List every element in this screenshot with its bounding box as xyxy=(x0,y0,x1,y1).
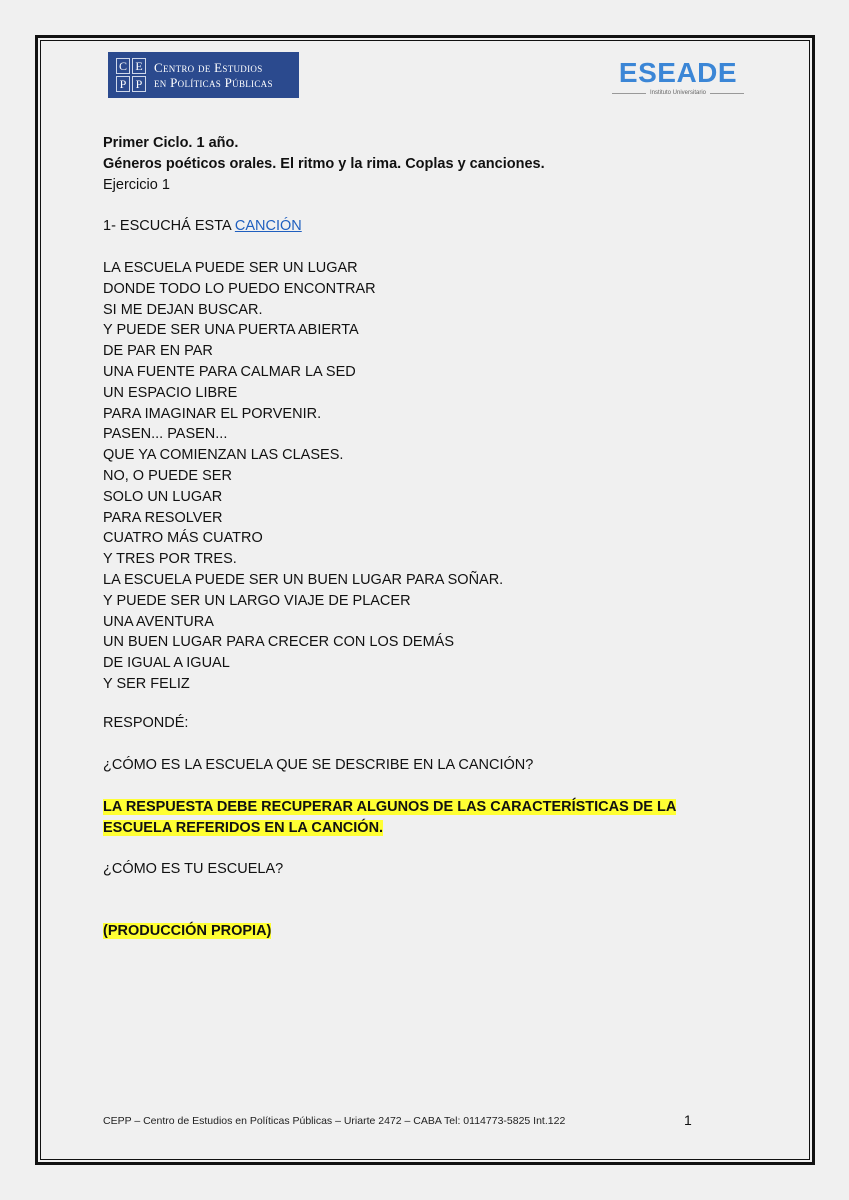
answer-1-highlight: LA RESPUESTA DEBE RECUPERAR ALGUNOS DE LAS CARACTERÍSTICAS DE LA xyxy=(103,799,677,815)
answer-1-line-1 xyxy=(103,797,676,818)
lyric-line: PARA IMAGINAR EL PORVENIR. xyxy=(103,405,322,422)
instruction xyxy=(103,216,302,237)
song-lyrics xyxy=(103,258,503,695)
intro-line-2: Géneros poéticos orales. El ritmo y la rima. Coplas y canciones. xyxy=(103,156,545,172)
cepp-monogram xyxy=(116,58,146,92)
lyric-line: DE PAR EN PAR xyxy=(103,343,213,360)
lyric-line: NO, O PUEDE SER xyxy=(103,467,232,484)
lyric-line: LA ESCUELA PUEDE SER UN LUGAR xyxy=(103,260,358,276)
lyric-line: Y PUEDE SER UN LARGO VIAJE DE PLACER xyxy=(103,592,411,609)
lyric-line: Y TRES POR TRES. xyxy=(103,551,237,568)
esade-subtitle-text: Instituto Universitario xyxy=(649,90,707,96)
cepp-name-line2: en Políticas Públicas xyxy=(154,75,273,90)
instruction-prefix: 1- ESCUCHÁ ESTA xyxy=(103,218,235,234)
cepp-letter: P xyxy=(116,76,130,92)
question-1: ¿CÓMO ES LA ESCUELA QUE SE DESCRIBE EN LA CANCIÓN? xyxy=(103,757,534,773)
lyric-line: UNA AVENTURA xyxy=(103,613,214,630)
answer-1-highlight: ESCUELA REFERIDOS EN LA CANCIÓN. xyxy=(103,820,384,836)
page-footer: CEPP – Centro de Estudios en Políticas Públicas – Uriarte 2472 – CABA Tel: 0114773-5825 Int.122 xyxy=(103,1115,566,1127)
lyric-line: DONDE TODO LO PUEDO ENCONTRAR xyxy=(103,280,376,297)
esade-subtitle xyxy=(612,90,744,96)
divider xyxy=(612,93,646,94)
lyric-line: DE IGUAL A IGUAL xyxy=(103,655,230,672)
lyric-line: SI ME DEJAN BUSCAR. xyxy=(103,301,263,318)
lyric-line: SOLO UN LUGAR xyxy=(103,488,223,505)
page-number: 1 xyxy=(684,1112,692,1128)
answer-2 xyxy=(103,921,271,942)
cepp-letter: P xyxy=(132,76,146,92)
intro-line-1: Primer Ciclo. 1 año. xyxy=(103,135,239,151)
lyric-line: QUE YA COMIENZAN LAS CLASES. xyxy=(103,447,344,464)
divider xyxy=(710,93,744,94)
lyric-line: CUATRO MÁS CUATRO xyxy=(103,530,263,547)
intro-line-3: Ejercicio 1 xyxy=(103,177,170,193)
lyric-line: Y PUEDE SER UNA PUERTA ABIERTA xyxy=(103,322,359,339)
lyric-line: PASEN... PASEN... xyxy=(103,426,228,443)
answer-2-highlight: (PRODUCCIÓN PROPIA) xyxy=(103,923,272,939)
lyric-line: UNA FUENTE PARA CALMAR LA SED xyxy=(103,363,356,380)
cepp-letter: E xyxy=(132,58,146,74)
esade-wordmark: ESEADE xyxy=(618,57,738,88)
cepp-letter: C xyxy=(116,58,130,74)
cepp-name-line1: Centro de Estudios xyxy=(154,60,263,75)
cepp-logo xyxy=(108,52,299,98)
lyric-line: UN BUEN LUGAR PARA CRECER CON LOS DEMÁS xyxy=(103,634,455,651)
lyric-line: Y SER FELIZ xyxy=(103,675,190,692)
lyric-line: UN ESPACIO LIBRE xyxy=(103,384,238,401)
answer-1-line-2 xyxy=(103,818,383,839)
question-2: ¿CÓMO ES TU ESCUELA? xyxy=(103,861,284,877)
esade-logo xyxy=(612,58,744,96)
cepp-name xyxy=(154,60,273,90)
lyric-line: LA ESCUELA PUEDE SER UN BUEN LUGAR PARA SOÑAR. xyxy=(103,571,504,588)
lyric-line: PARA RESOLVER xyxy=(103,509,223,526)
song-link[interactable]: CANCIÓN xyxy=(234,218,302,234)
respond-label: RESPONDÉ: xyxy=(103,715,189,731)
